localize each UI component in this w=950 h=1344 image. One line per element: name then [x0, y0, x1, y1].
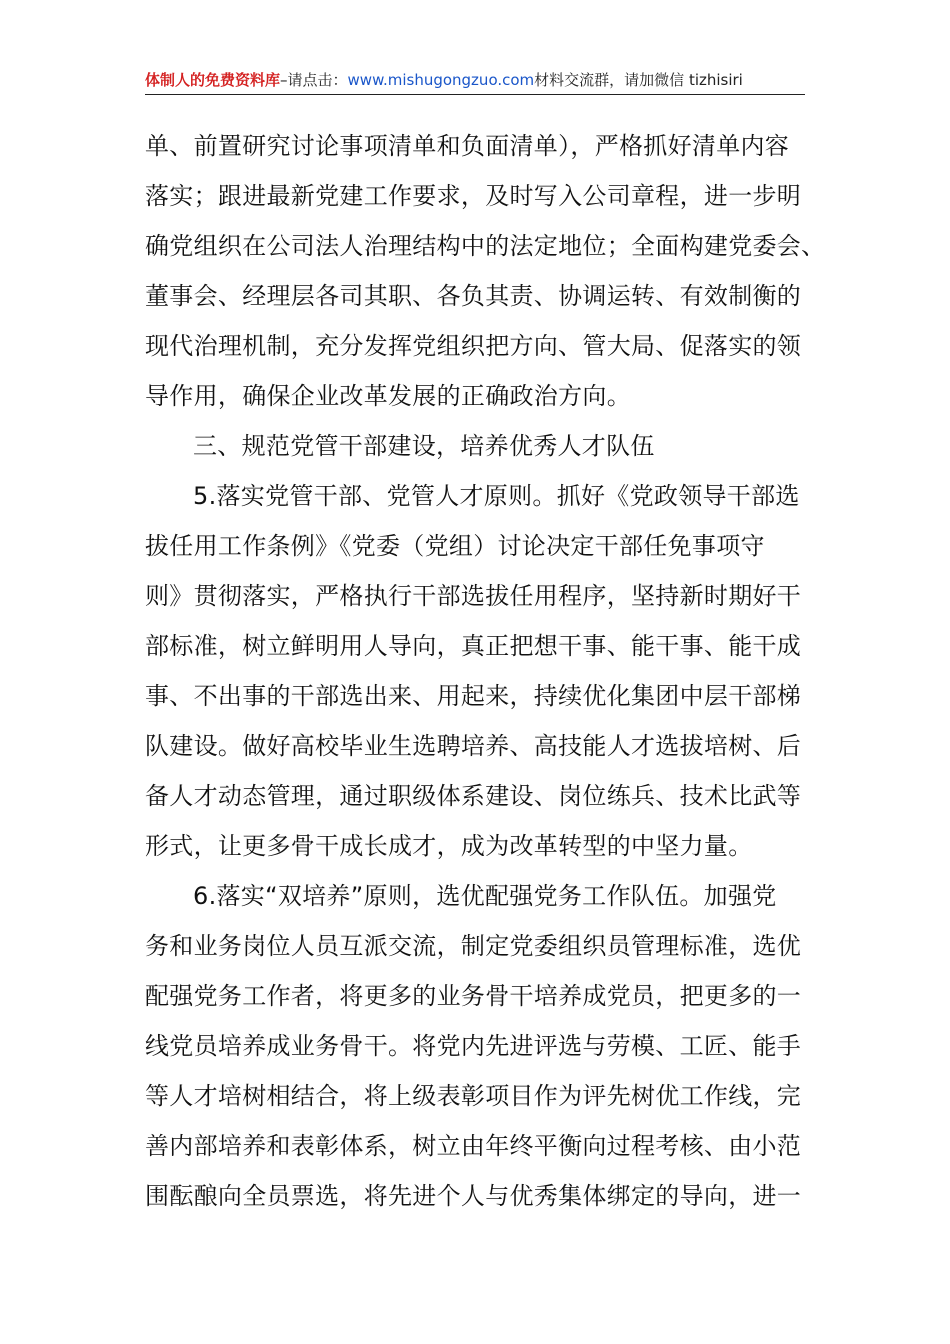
- paragraph-line: 线党员培养成业务骨干。将党内先进评选与劳模、工匠、能手: [145, 1032, 802, 1060]
- paragraph-line: 落实；跟进最新党建工作要求，及时写入公司章程，进一步明: [145, 182, 802, 210]
- header-url-link[interactable]: www.mishugongzuo.com: [347, 71, 535, 89]
- paragraph-line: 董事会、经理层各司其职、各负其责、协调运转、有效制衡的: [145, 282, 802, 310]
- paragraph-line: 等人才培树相结合，将上级表彰项目作为评先树优工作线，完: [145, 1082, 802, 1110]
- page-header: [145, 68, 805, 95]
- paragraph-line: 形式，让更多骨干成长成才，成为改革转型的中坚力量。: [145, 832, 753, 860]
- paragraph-line: 现代治理机制，充分发挥党组织把方向、管大局、促落实的领: [145, 332, 802, 360]
- header-brand: 体制人的免费资料库: [145, 71, 281, 89]
- paragraph-line: 则》贯彻落实，严格执行干部选拔任用程序，坚持新时期好干: [145, 582, 802, 610]
- header-contact: 材料交流群，请加微信 tizhisiri: [534, 71, 743, 89]
- paragraph-line: 务和业务岗位人员互派交流，制定党委组织员管理标准，选优: [145, 932, 802, 960]
- section-heading: 三、规范党管干部建设，培养优秀人才队伍: [193, 432, 655, 460]
- header-prompt: –请点击：: [280, 71, 348, 89]
- paragraph-line: 6.落实“双培养”原则，选优配强党务工作队伍。加强党: [193, 882, 777, 910]
- paragraph-line: 拔任用工作条例》《党委（党组）讨论决定干部任免事项守: [145, 532, 765, 560]
- paragraph-line: 队建设。做好高校毕业生选聘培养、高技能人才选拔培树、后: [145, 732, 802, 760]
- document-body: [145, 121, 826, 1221]
- paragraph-line: 导作用，确保企业改革发展的正确政治方向。: [145, 382, 631, 410]
- paragraph-line: 围酝酿向全员票选，将先进个人与优秀集体绑定的导向，进一: [145, 1182, 802, 1210]
- paragraph-line: 5.落实党管干部、党管人才原则。抓好《党政领导干部选: [193, 482, 800, 510]
- paragraph-line: 配强党务工作者，将更多的业务骨干培养成党员，把更多的一: [145, 982, 802, 1010]
- paragraph-line: 事、不出事的干部选出来、用起来，持续优化集团中层干部梯: [145, 682, 802, 710]
- paragraph-line: 单、前置研究讨论事项清单和负面清单），严格抓好清单内容: [145, 132, 790, 160]
- paragraph-line: 善内部培养和表彰体系，树立由年终平衡向过程考核、由小范: [145, 1132, 802, 1160]
- paragraph-line: 备人才动态管理，通过职级体系建设、岗位练兵、技术比武等: [145, 782, 802, 810]
- paragraph-line: 部标准，树立鲜明用人导向，真正把想干事、能干事、能干成: [145, 632, 802, 660]
- paragraph-line: 确党组织在公司法人治理结构中的法定地位；全面构建党委会、: [145, 232, 826, 260]
